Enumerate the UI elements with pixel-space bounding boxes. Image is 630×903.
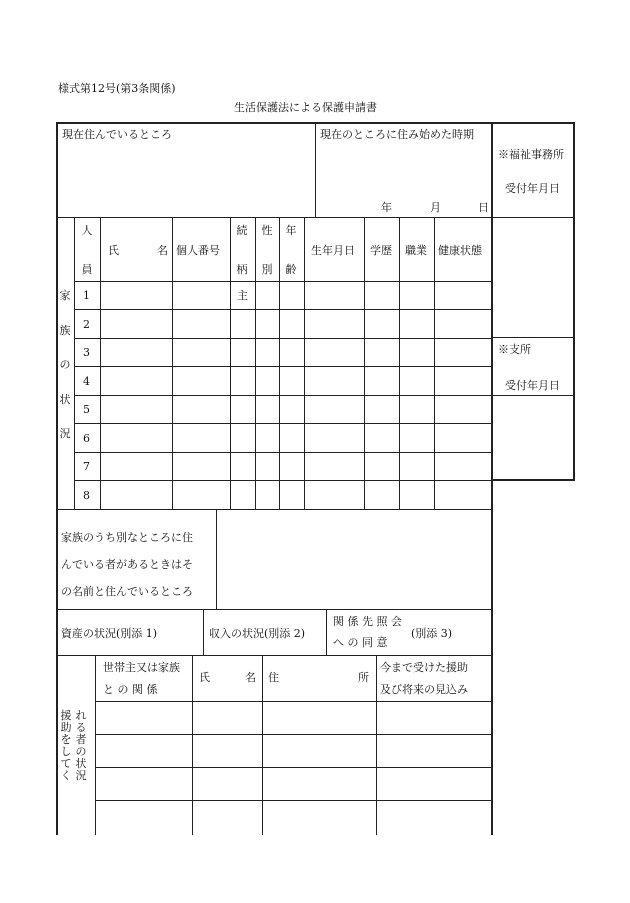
support-col-support-line1: 今まで受けた援助: [380, 661, 468, 674]
date-month-label: 月: [430, 201, 441, 214]
row-number: 7: [83, 460, 90, 473]
col-name-shi: 氏: [108, 244, 119, 257]
family-section-char: 族: [59, 324, 71, 337]
assets-label: 資産の状況(別添 1): [61, 627, 158, 640]
support-col-address-sho: 所: [358, 671, 369, 684]
head-of-household-mark: 主: [237, 289, 248, 302]
support-col-relation-line1: 世帯主又は家族: [103, 661, 180, 674]
support-col-relation-line2: と の 関 係: [103, 683, 158, 696]
col-relationship-2: 柄: [236, 263, 248, 276]
support-col-name-mei: 名: [245, 671, 256, 684]
inquiry-label-line1: 関 係 先 照 会: [333, 615, 402, 628]
col-member-no-1: 人: [81, 224, 93, 237]
family-section-char: 況: [59, 427, 71, 440]
form-title: 生活保護法による保護申請書: [234, 101, 377, 114]
inquiry-attach-label: (別添 3): [411, 627, 453, 640]
welfare-office-label: ※福祉事務所: [498, 148, 564, 161]
welfare-received-date-label: 受付年月日: [505, 182, 560, 195]
family-section-char: 状: [59, 393, 71, 406]
current-address-label: 現在住んでいるところ: [62, 128, 172, 141]
row-number: 6: [83, 432, 90, 445]
support-col-support-line2: 及び将来の見込み: [380, 683, 468, 696]
col-education: 学歴: [370, 244, 392, 257]
support-section-char: の: [75, 745, 87, 758]
row-number: 3: [83, 346, 90, 359]
support-section-char: を: [60, 733, 72, 746]
support-section-char: く: [60, 769, 72, 782]
support-section-char: 況: [75, 769, 87, 782]
support-section-char: 助: [60, 721, 72, 734]
row-number: 4: [83, 375, 90, 388]
row-number: 8: [83, 489, 90, 502]
date-year-label: 年: [381, 201, 392, 214]
col-personal-number: 個人番号: [176, 244, 220, 257]
support-col-name-shi: 氏: [199, 671, 210, 684]
separate-residence-line: 家族のうち別なところに住: [61, 531, 193, 544]
col-age-1: 年: [285, 224, 297, 237]
residence-start-label: 現在のところに住み始めた時期: [320, 128, 474, 141]
col-health: 健康状態: [438, 244, 482, 257]
family-section-char: 家: [59, 289, 71, 302]
row-number: 5: [83, 403, 90, 416]
col-relationship-1: 続: [236, 224, 248, 237]
col-occupation: 職業: [405, 244, 427, 257]
row-number: 1: [83, 289, 90, 302]
support-section-char: て: [60, 757, 72, 770]
support-col-address-ju: 住: [268, 671, 279, 684]
col-sex-2: 別: [261, 263, 273, 276]
row-number: 2: [83, 318, 90, 331]
branch-office-label: ※支所: [498, 343, 531, 356]
family-section-char: の: [59, 358, 71, 371]
support-section-char: 状: [75, 757, 87, 770]
col-birthdate: 生年月日: [311, 244, 355, 257]
separate-residence-line: んでいる者があるときはそ: [61, 558, 193, 571]
inquiry-label-line2: へ の 同 意: [333, 636, 388, 649]
col-member-no-2: 員: [81, 263, 93, 276]
income-label: 収入の状況(別添 2): [209, 627, 306, 640]
support-section-char: 者: [75, 733, 87, 746]
support-section-char: し: [60, 745, 72, 758]
col-name-mei: 名: [157, 244, 168, 257]
separate-residence-line: の名前と住んでいるところ: [61, 585, 193, 598]
branch-received-date-label: 受付年月日: [505, 379, 560, 392]
date-day-label: 日: [478, 201, 489, 214]
support-section-char: 援: [60, 709, 72, 722]
support-section-char: れ: [75, 709, 87, 722]
col-age-2: 齢: [285, 263, 297, 276]
support-section-char: る: [75, 721, 87, 734]
col-sex-1: 性: [261, 224, 273, 237]
form-number: 様式第12号(第3条関係): [58, 82, 176, 95]
